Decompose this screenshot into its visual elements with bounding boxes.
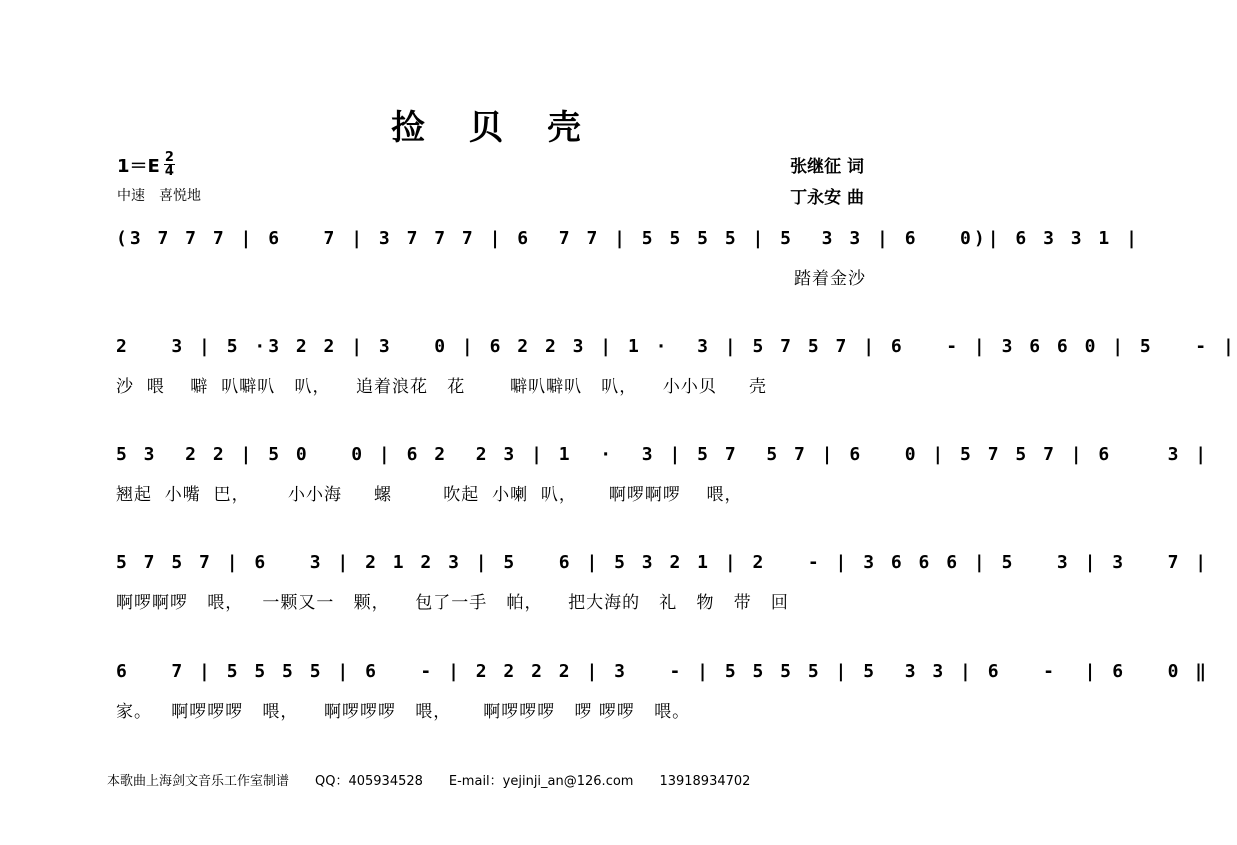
time-signature-top: 2 — [164, 149, 174, 165]
notation-row: 5 7 5 7 | 6 3 | 2 1 2 3 | 5 6 | 5 3 2 1 | 2 - | 3 6 6 6 | 5 3 | 3 7 | — [116, 552, 1210, 573]
notation-row: 2 3 | 5 ·3 2 2 | 3 0 | 6 2 2 3 | 1 · 3 | 5 7 5 7 | 6 - | 3 6 6 0 | 5 - | — [116, 336, 1237, 357]
lyrics-row: 翘起 小嘴 巴， 小小海 螺 吹起 小喇 叭， 啊啰啊啰 喂， — [116, 485, 743, 505]
time-signature — [164, 151, 175, 178]
time-signature-bottom: 4 — [164, 163, 174, 179]
lyrics-row: 沙 喂 噼 叭噼叭 叭， 追着浪花 花 噼叭噼叭 叭， 小小贝 壳 — [116, 377, 767, 397]
composer-credit: 丁永安 曲 — [790, 188, 864, 208]
lyrics-row: 啊啰啊啰 喂， 一颗又一 颗， 包了一手 帕， 把大海的 礼 物 带 回 — [116, 593, 789, 613]
lyrics-row: 家。 啊啰啰啰 喂， 啊啰啰啰 喂， 啊啰啰啰 啰 啰啰 喂。 — [116, 702, 691, 722]
tempo-marking: 中速 喜悦地 — [117, 188, 201, 204]
footer-credits: 本歌曲上海剑文音乐工作室制谱 QQ：405934528 E-mail：yejinji_an@126.com 13918934702 — [107, 774, 751, 789]
key-signature — [117, 149, 175, 181]
key-text: 1＝E — [117, 156, 160, 177]
notation-row: 6 7 | 5 5 5 5 | 6 - | 2 2 2 2 | 3 - | 5 5 5 5 | 5 3 3 | 6 - | 6 0 ‖ — [116, 661, 1210, 682]
lyricist-credit: 张继征 词 — [790, 157, 864, 177]
song-title: 捡贝壳 — [391, 108, 625, 148]
notation-row: (3 7 7 7 | 6 7 | 3 7 7 7 | 6 7 7 | 5 5 5 5 | 5 3 3 | 6 0)| 6 3 3 1 | — [116, 228, 1140, 249]
lyrics-row: 踏着金沙 — [794, 269, 866, 289]
notation-row: 5 3 2 2 | 5 0 0 | 6 2 2 3 | 1 · 3 | 5 7 5 7 | 6 0 | 5 7 5 7 | 6 3 | — [116, 444, 1210, 465]
